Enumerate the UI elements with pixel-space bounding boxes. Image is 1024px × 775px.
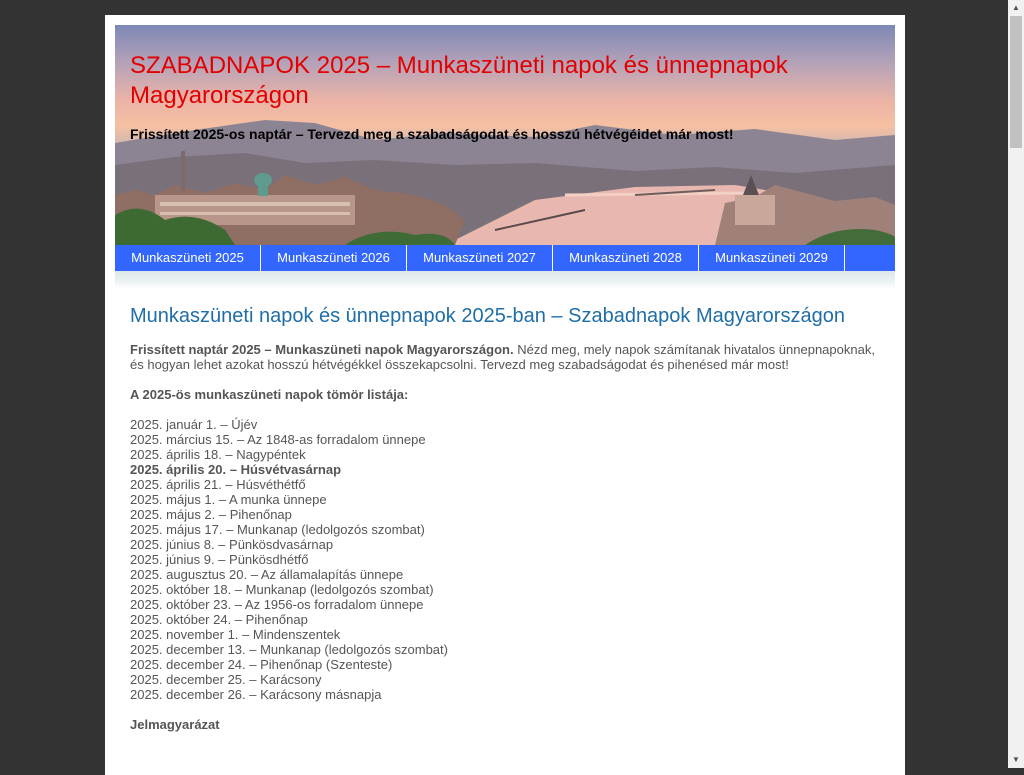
holiday-item: 2025. december 13. – Munkanap (ledolgozós szombat) — [130, 642, 448, 657]
site-title[interactable]: SZABADNAPOK 2025 – Munkaszüneti napok és ünnepnapok Magyarországon — [130, 52, 788, 109]
holiday-item: 2025. május 17. – Munkanap (ledolgozós szombat) — [130, 522, 425, 537]
nav-shadow-divider — [115, 271, 895, 289]
holiday-item: 2025. október 24. – Pihenőnap — [130, 612, 308, 627]
holiday-item: 2025. március 15. – Az 1848-as forradalom ünnepe — [130, 432, 426, 447]
nav-item-munkaszuneti-2027[interactable]: Munkaszüneti 2027 — [407, 245, 553, 271]
scrollbar-thumb[interactable] — [1010, 16, 1022, 148]
holiday-item-highlighted: 2025. április 20. – Húsvétvasárnap — [130, 462, 342, 477]
article-intro — [130, 342, 885, 372]
site-description: Frissített 2025-os naptár – Tervezd meg a szabadságodat és hosszú hétvégéidet már most! — [130, 126, 734, 142]
holiday-item: 2025. december 25. – Karácsony — [130, 672, 322, 687]
holiday-item: 2025. június 9. – Pünkösdhétfő — [130, 552, 309, 567]
article-intro-text: Nézd meg, mely napok számítanak hivatalos ünnepnapoknak, és hogyan lehet azokat hosszú hétvégékkel összekapcsolni. Tervezd meg szabadságodat és pihenésed már most! — [130, 342, 875, 372]
holiday-item: 2025. december 26. – Karácsony másnapja — [130, 687, 382, 702]
holiday-item: 2025. november 1. – Mindenszentek — [130, 627, 341, 642]
holiday-item: 2025. december 24. – Pihenőnap (Szenteste) — [130, 657, 393, 672]
nav-item-munkaszuneti-2025[interactable]: Munkaszüneti 2025 — [115, 245, 261, 271]
article-content — [130, 305, 885, 732]
main-navigation — [115, 245, 895, 271]
holiday-list — [130, 417, 885, 702]
holiday-item: 2025. január 1. – Újév — [130, 417, 258, 432]
holiday-item: 2025. augusztus 20. – Az államalapítás ünnepe — [130, 567, 404, 582]
page-container — [105, 15, 905, 775]
scroll-down-arrow-icon[interactable]: ▼ — [1012, 755, 1020, 764]
scroll-up-arrow-icon[interactable]: ▲ — [1012, 3, 1020, 12]
holiday-item: 2025. október 18. – Munkanap (ledolgozós szombat) — [130, 582, 434, 597]
article-title: Munkaszüneti napok és ünnepnapok 2025-ban – Szabadnapok Magyarországon — [130, 305, 845, 327]
holiday-list-heading: A 2025-ös munkaszüneti napok tömör listája: — [130, 387, 409, 402]
legend-heading: Jelmagyarázat — [130, 717, 220, 732]
holiday-item: 2025. április 18. – Nagypéntek — [130, 447, 306, 462]
holiday-item: 2025. május 1. – A munka ünnepe — [130, 492, 327, 507]
site-header-banner — [115, 25, 895, 245]
holiday-item: 2025. október 23. – Az 1956-os forradalom ünnepe — [130, 597, 424, 612]
page-scrollbar[interactable] — [1008, 0, 1024, 768]
holiday-item: 2025. május 2. – Pihenőnap — [130, 507, 292, 522]
nav-item-munkaszuneti-2026[interactable]: Munkaszüneti 2026 — [261, 245, 407, 271]
nav-item-munkaszuneti-2029[interactable]: Munkaszüneti 2029 — [699, 245, 845, 271]
holiday-item: 2025. június 8. – Pünkösdvasárnap — [130, 537, 334, 552]
nav-item-munkaszuneti-2028[interactable]: Munkaszüneti 2028 — [553, 245, 699, 271]
article-intro-bold: Frissített naptár 2025 – Munkaszüneti napok Magyarországon. — [130, 342, 514, 357]
holiday-item: 2025. április 21. – Húsvéthétfő — [130, 477, 306, 492]
